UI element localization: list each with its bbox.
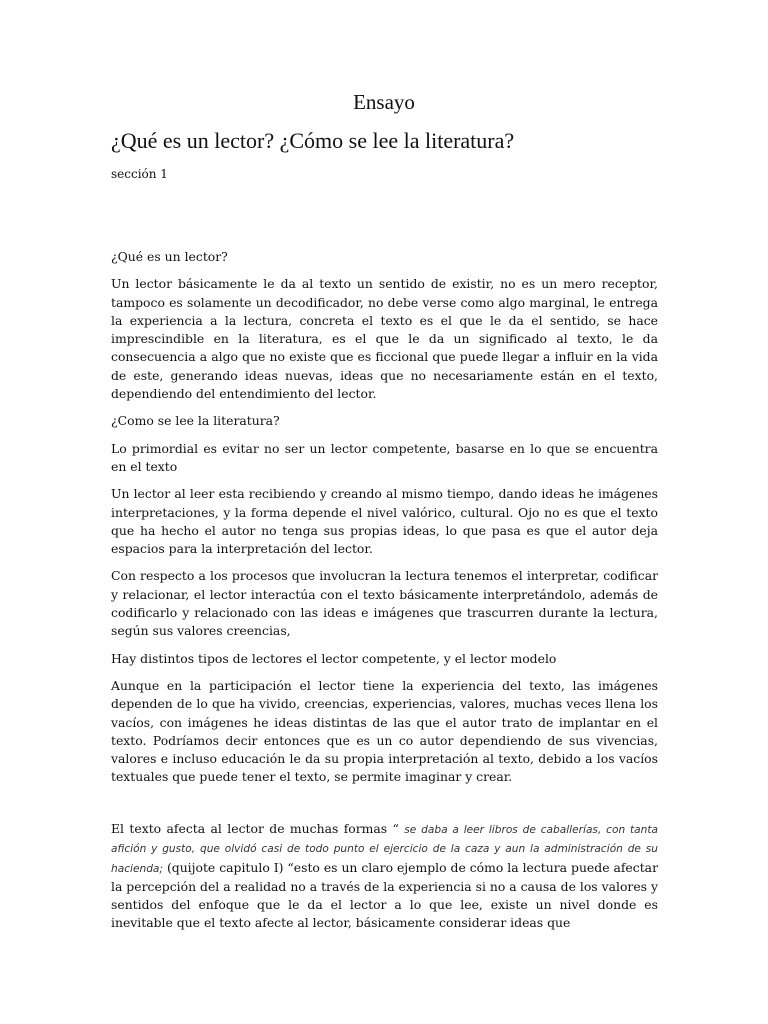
document-subtitle: ¿Qué es un lector? ¿Cómo se lee la literatura? [111, 128, 515, 153]
paragraph: Aunque en la participación el lector tiene la experiencia del texto, las imágenes dependen de lo que ha vivido, creencias, experiencias, valores, muchas veces llena los vacíos, con imágenes he ideas distintas de las que el autor trato de implantar en el texto. Podríamos decir entonces que es un co autor dependiendo de sus vivencias, valores e incluso educación le da su propia interpretación al texto, debido a los vacíos textuales que puede tener el texto, se permite imaginar y crear. [111, 677, 658, 785]
paragraph: Con respecto a los procesos que involucran la lectura tenemos el interpretar, codificar y relacionar, el lector interactúa con el texto básicamente interpretándolo, además de codificarlo y relacionado con las ideas e imágenes que trascurren durante la lectura, según sus valores creencias, [111, 568, 658, 639]
body-text [111, 248, 658, 796]
section-label: sección 1 [111, 167, 168, 181]
paragraph: Hay distintos tipos de lectores el lector competente, y el lector modelo [111, 650, 557, 666]
paragraph-quijote [111, 820, 658, 933]
paragraph-end: (quijote capitulo I) “esto es un claro ejemplo de cómo la lectura puede afectar la percepción del a realidad no a través de la experiencia si no a causa de los valores y sentidos del enfoque que le da el lector a lo que lee, existe un nivel donde es inevitable que el texto afecte al lector, básicamente considerar ideas que [111, 859, 658, 931]
heading-como-se-lee: ¿Como se lee la literatura? [111, 413, 280, 429]
quijote-quote: se daba a leer libros de caballerías, con tanta afición y gusto, que olvidó casi de todo punto el ejercicio de la caza y aun la administración de su hacienda; [111, 824, 658, 875]
paragraph-start: El texto afecta al lector de muchas formas “ [111, 821, 405, 836]
paragraph: Un lector básicamente le da al texto un sentido de existir, no es un mero receptor, tampoco es solamente un decodificador, no debe verse como algo marginal, le entrega la experiencia a la lectura, concreta el texto es el que le da el sentido, se hace imprescindible en la literatura, es el que le da un significado al texto, le da consecuencia a algo que no existe que es ficcional que puede llegar a influir en la vida de este, generando ideas nuevas, ideas que no necesariamente están en el texto, dependiendo del entendimiento del lector. [111, 276, 658, 402]
paragraph: Un lector al leer esta recibiendo y creando al mismo tiempo, dando ideas he imágenes interpretaciones, y la forma depende el nivel valórico, cultural. Ojo no es que el texto que ha hecho el autor no tenga sus propias ideas, lo que pasa es que el autor deja espacios para la interpretación del lector. [111, 486, 658, 557]
paragraph: Lo primordial es evitar no ser un lector competente, basarse en lo que se encuentra en el texto [111, 440, 658, 474]
document-title: Ensayo [353, 90, 415, 114]
heading-que-es-un-lector: ¿Qué es un lector? [111, 249, 228, 264]
